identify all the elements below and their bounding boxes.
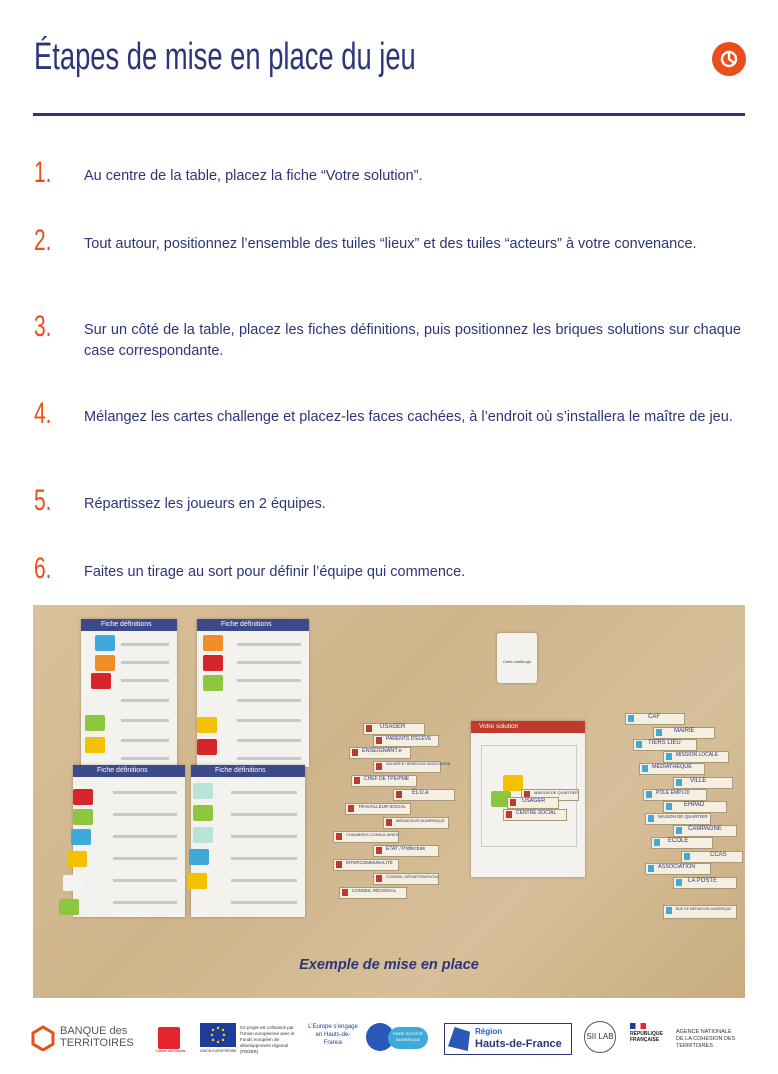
solution-brick: [95, 635, 115, 651]
solution-brick: [95, 655, 115, 671]
solution-tile: CENTRE SOCIAL: [503, 809, 567, 821]
step-text: Au centre de la table, placez la fiche “Votre solution”.: [84, 168, 423, 184]
step-number: 2.: [34, 224, 52, 257]
actor-tile: ÉTAT / Préfecture: [373, 845, 439, 857]
eu-text: UNION EUROPÉENNE: [200, 1049, 237, 1053]
solution-tile: USAGER: [507, 797, 559, 809]
place-tile: MAISON DE QUARTIER: [645, 813, 711, 825]
solution-brick: [73, 809, 93, 825]
solution-brick: [503, 775, 523, 791]
banque-territoires-logo-icon: [30, 1025, 56, 1051]
region-name: Hauts-de-France: [475, 1038, 562, 1050]
solution-brick: [91, 673, 111, 689]
page-title: Étapes de mise en place du jeu: [34, 36, 416, 78]
step-text: Répartissez les joueurs en 2 équipes.: [84, 496, 326, 512]
silab-logo: SII LAB: [584, 1021, 616, 1053]
actor-tile: MÉDIATEUR NUMÉRIQUE: [383, 817, 449, 829]
banque-territoires-text: BANQUE des TERRITOIRES: [60, 1025, 134, 1049]
step-number: 3.: [34, 310, 52, 343]
step-text: Sur un côté de la table, placez les fiches définitions, puis positionnez les briques solutions sur chaque case correspondante.: [84, 322, 741, 359]
solution-brick: [85, 715, 105, 731]
setup-photo: [33, 605, 745, 998]
republique-text: RÉPUBLIQUE FRANÇAISE: [630, 1031, 663, 1043]
solution-brick: [71, 829, 91, 845]
actor-tile: CHAMBRES CONSULAIRES: [333, 831, 399, 843]
step-number: 1.: [34, 156, 52, 189]
anct-text: AGENCE NATIONALE DE LA COHÉSION DES TERRITOIRES: [676, 1029, 736, 1049]
actor-tile: TRAVAILLEUR SOCIAL: [345, 803, 411, 815]
actor-tile: CONSEIL RÉGIONAL: [339, 887, 407, 899]
actor-tile: ÉLU.e: [393, 789, 455, 801]
place-tile: ASSOCIATION: [645, 863, 711, 875]
actor-tile: PARENTS D'ÉLÈVE: [373, 735, 439, 747]
solution-sheet: Votre solution: [471, 721, 585, 877]
definition-sheet: Fiche définitions: [73, 765, 185, 917]
place-tile: LA POSTE: [673, 877, 737, 889]
brand-logo-icon: [712, 42, 746, 76]
place-tile: CAF: [625, 713, 685, 725]
solution-brick: [197, 717, 217, 733]
solution-brick: [193, 783, 213, 799]
place-tile: ECOLE: [651, 837, 713, 849]
place-tile: VILLE: [673, 777, 733, 789]
solution-brick: [67, 851, 87, 867]
eu-flag-icon: [200, 1023, 236, 1047]
place-tile: MAIRIE: [653, 727, 715, 739]
solution-brick: [203, 675, 223, 691]
solution-tile: MAISON DE QUARTIER: [521, 789, 579, 801]
title-divider: [33, 113, 745, 116]
solution-brick: [59, 899, 79, 915]
step-number: 6.: [34, 552, 52, 585]
place-tile: MISSION LOCALE: [663, 751, 729, 763]
photo-caption: Exemple de mise en place: [299, 957, 479, 973]
region-label: Région: [475, 1027, 503, 1036]
definition-sheet: Fiche définitions: [81, 619, 177, 767]
definition-sheet: Fiche définitions: [197, 619, 309, 767]
actor-tile: CHEF DE TPE/PME: [351, 775, 417, 787]
actor-tile: INTERCOMMUNALITÉ: [333, 859, 399, 871]
region-logo: [444, 1023, 572, 1055]
actor-tile: CONSEIL DÉPARTEMENTAL: [373, 873, 439, 885]
actor-tile: ENSEIGNANT.e: [349, 747, 411, 759]
europe-engage-text: L’Europe s’engage en Hauts-de-France: [308, 1024, 358, 1046]
place-tile: MÉDIATHÈQUE: [639, 763, 705, 775]
challenge-card: Carte challenge: [497, 633, 537, 683]
caisse-depots-logo-icon: [158, 1027, 180, 1049]
actor-tile: USAGER: [363, 723, 425, 735]
solution-brick: [73, 789, 93, 805]
solution-brick: [85, 737, 105, 753]
step-number: 4.: [34, 397, 52, 430]
solution-brick: [203, 655, 223, 671]
solution-brick: [193, 827, 213, 843]
step-text: Tout autour, positionnez l’ensemble des tuiles “lieux” et des tuiles “acteurs” à votre convenance.: [84, 236, 697, 252]
pop-text: FAIRE SOCIÉTÉ NUMÉRIQUE: [388, 1027, 428, 1049]
step-text: Mélangez les cartes challenge et placez-les faces cachées, à l’endroit où s’installera le maître de jeu.: [84, 409, 733, 425]
actor-tile: SALARIÉ.E / BÉNÉVOLE ASSOCIATION: [373, 761, 441, 773]
step-number: 5.: [34, 484, 52, 517]
solution-brick: [193, 805, 213, 821]
place-tile: CCAS: [681, 851, 743, 863]
place-tile: PÔLE EMPLOI: [643, 789, 707, 801]
solution-brick: [187, 873, 207, 889]
caisse-depots-text: Caisse des Dépôts: [156, 1049, 186, 1053]
step-text: Faites un tirage au sort pour définir l’équipe qui commence.: [84, 564, 466, 580]
solution-brick: [203, 635, 223, 651]
partner-logos: [0, 1015, 778, 1065]
solution-brick: [63, 875, 83, 891]
place-tile: CAMPAGNE: [673, 825, 737, 837]
place-tile: BUS DE MÉDIATION NUMÉRIQUE: [663, 905, 737, 919]
solution-brick: [189, 849, 209, 865]
definition-sheet: Fiche définitions: [191, 765, 305, 917]
solution-brick: [197, 739, 217, 755]
place-tile: EHPAD: [663, 801, 727, 813]
place-tile: TIERS LIEU: [633, 739, 697, 751]
marianne-flag-icon: [630, 1023, 646, 1029]
feder-text: Ce projet est cofinancé par l’Union européenne avec le Fonds européen de développement régional (FEDER): [240, 1025, 295, 1054]
